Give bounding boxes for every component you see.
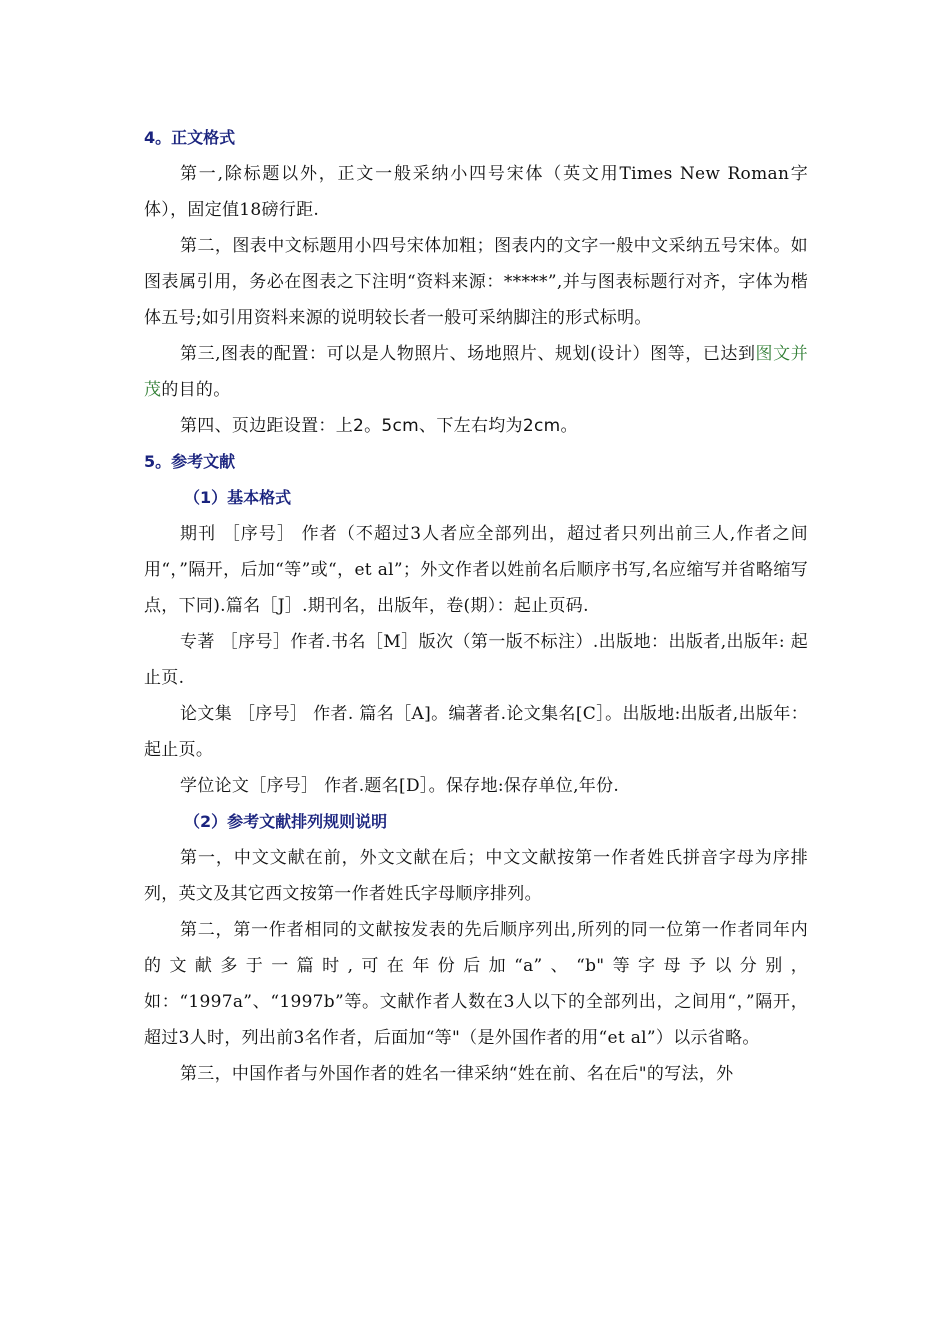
paragraph-monograph-format: 专著 ［序号］作者.书名［M］版次（第一版不标注）.出版地：出版者,出版年: 起止页. xyxy=(144,632,808,688)
paragraph-margins: 第四、页边距设置：上2。5cm、下左右均为2cm。 xyxy=(180,416,578,436)
subheading-ordering-rules: （2）参考文献排列规则说明 xyxy=(184,812,388,831)
paragraph-text: 的目的。 xyxy=(161,380,231,400)
paragraph-figure-layout xyxy=(144,336,808,408)
paragraph-journal-format: 期刊 ［序号］ 作者（不超过3人者应全部列出，超过者只列出前三人,作者之间用“，”隔开，后加“等”或“，et al”；外文作者以姓前名后顺序书写,名应缩写并省略缩写点，下同).篇名［J］.期刊名，出版年，卷(期）：起止页码. xyxy=(144,524,808,616)
document-body xyxy=(144,120,808,1092)
heading-section-4: 4。正文格式 xyxy=(144,128,236,147)
paragraph-rule-3: 第三，中国作者与外国作者的姓名一律采纳“姓在前、名在后"的写法，外 xyxy=(180,1064,734,1084)
paragraph-proceedings-format: 论文集 ［序号］ 作者. 篇名［A]。编著者.论文集名[C］。出版地:出版者,出版年：起止页。 xyxy=(144,704,808,760)
paragraph-thesis-format: 学位论文［序号］ 作者.题名[D］。保存地:保存单位,年份. xyxy=(180,776,620,796)
heading-section-5: 5。参考文献 xyxy=(144,452,236,471)
subheading-basic-format: （1）基本格式 xyxy=(184,488,292,507)
paragraph-text: 第三,图表的配置：可以是人物照片、场地照片、规划(设计）图等，已达到 xyxy=(180,344,756,364)
paragraph-figure-title: 第二，图表中文标题用小四号宋体加粗；图表内的文字一般中文采纳五号宋体。如图表属引用，务必在图表之下注明“资料来源：*****”,并与图表标题行对齐，字体为楷体五号;如引用资料来源的说明较长者一般可采纳脚注的形式标明。 xyxy=(144,236,808,328)
paragraph-body-font: 第一,除标题以外，正文一般采纳小四号宋体（英文用Times New Roman字体），固定值18磅行距. xyxy=(144,164,808,220)
paragraph-rule-1: 第一，中文文献在前，外文文献在后；中文文献按第一作者姓氏拼音字母为序排列，英文及其它西文按第一作者姓氏字母顺序排列。 xyxy=(144,848,808,904)
paragraph-rule-2: 第二，第一作者相同的文献按发表的先后顺序列出,所列的同一位第一作者同年内的文献多于一篇时,可在年份后加“a”、“b"等字母予以分别，如：“1997a”、“1997b”等。文献作者人数在3人以下的全部列出，之间用“，”隔开，超过3人时，列出前3名作者，后面加“等"（是外国作者的用“et al”）以示省略。 xyxy=(144,920,808,1048)
term-link[interactable]: 图文并茂 xyxy=(144,344,808,400)
